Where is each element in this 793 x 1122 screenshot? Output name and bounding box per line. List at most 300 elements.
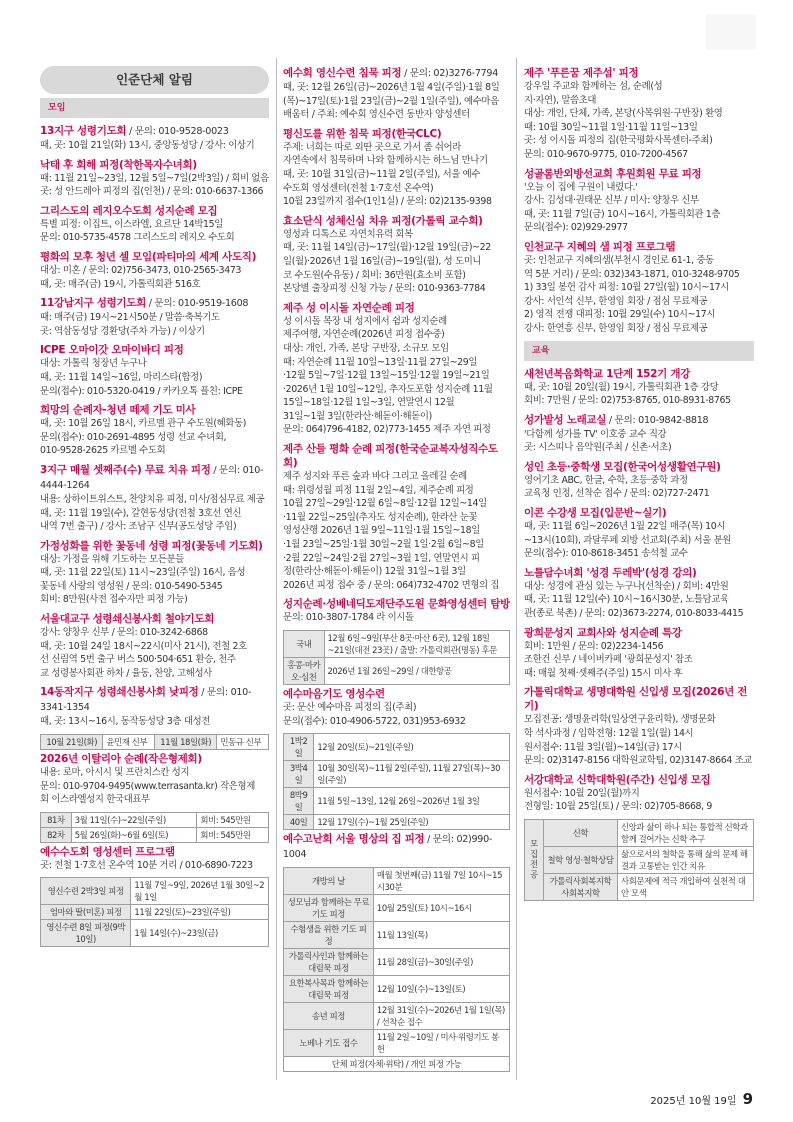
notice-item [283,214,510,296]
notice-title-text: 성인 초등·중학생 모집(한국어성생활연구원) [524,460,721,473]
notice-item [40,250,269,291]
notice-title [524,626,754,640]
table-cell: 신앙과 삶이 하나 되는 통합적 신학과 함께 걸어가는 신학 추구 [618,819,754,846]
table-row [525,873,754,900]
notice-line: 때, 곳: 11월 6일~2026년 1월 22일 매주(목) 10시 [524,521,726,533]
notice-title-text: 13지구 성령기도회 [40,125,127,137]
table-row [284,815,510,830]
table-row [41,905,269,920]
notice-line: 문의(접수): 010-4906-5722, 031)953-6932 [283,715,466,727]
notice-title-contact: / 문의: 02)990-1004 [283,834,493,861]
notice-line: 때, 곳: 11월 7일(금) 10시~16시, 가톨릭회관 1층 [524,208,721,220]
table-row [41,735,269,750]
table-cell: 신학 [544,819,618,846]
notice-line: 때, 곳: 10월 24일 18시~22시(미사 21시), 전철 2호 [40,640,247,652]
side-label: 모집전공 [525,819,544,900]
notice-line: 곳: 전철 1·7호선 온수역 10분 거리 / 010-6890-7223 [40,859,253,871]
notice-line: 곳: 성 안드레아 피정의 집(인천) / 문의: 010-6637-1366 [40,186,264,198]
notice-line: ·2026년 1월 10일~12일, 추자도포함 성지순례 11월 [283,383,493,395]
table-cell: 노베나 기도 접수 [284,1030,374,1057]
table-cell: 12월 31일(수)~2026년 1월 1일(목) / 선착순 접수 [373,1003,509,1030]
notice-item [524,413,754,455]
table-row [284,976,510,1003]
notice-title [524,506,754,520]
notice-line: 때, 곳: 11월 22일(토) 11시~23일(주일) 16시, 음성 [40,567,246,579]
notice-item [524,626,754,681]
table-row [284,761,510,788]
notice-title-text: 서강대학교 신학대학원(주간) 신입생 모집 [524,773,711,786]
notice-line: 곳: 시스띠나 음악원(주최 / 신촌·서초) [524,442,672,454]
table-cell: 가톨릭사회복지학 사회복지학 [544,873,618,900]
notice-line: 원서접수: 10월 20일(월)까지 [524,787,640,799]
notice-title-contact: / 문의: 010-3341-1354 [40,687,252,714]
notice-line: 정(한라산·해돋이·해돋이) 12월 31일~1월 3일 [283,566,466,578]
notice-item [524,685,754,767]
table-cell: 매월 첫번째(금) 11월 7일 10시~15시30분 [373,868,509,895]
notice-title-text: 제주 '푸른꿈 제주섬' 피정 [524,67,639,79]
table-cell: 11월 7일~9일, 2026년 1월 30일~2월 1일 [131,878,269,905]
notice-title [40,752,269,766]
table-cell: 엄마와 딸(미혼) 피정 [41,905,131,920]
notice-line: 제주여행, 자연순례(2026년 피정 접수중) [283,329,445,341]
info-table [40,734,269,750]
notice-title [283,214,510,228]
info-table [283,630,510,685]
notice-line: 역 5분 거리) / 문의: 032)343-1871, 010-3248-9705 [524,268,740,280]
column-left-body [40,124,269,947]
notice-title-text: 예수회 영신수련 침묵 피정 [283,67,402,79]
notice-title [524,167,754,181]
notice-line: 영어기초 ABC, 한글, 수학, 초등·중학 과정 [524,474,688,486]
notice-title [283,832,510,862]
table-cell: 영신수련 2박3일 피정 [41,878,131,905]
notice-item [40,403,269,458]
column-middle [283,58,510,1074]
notice-item [283,687,510,728]
table-cell: 가톨릭사인과 함께하는 대림묵 피정 [284,949,374,976]
table-cell: 12월 6일~9일(부산 8곳·마산 6곳), 12월 18일~21일(대전 23곳) / 출발: 가톨릭회관(명동) 후문 [324,631,510,658]
notice-title-text: 예수수도회 영성센터 프로그램 [40,845,175,858]
notice-item [40,343,269,398]
notice-title-text: 새천년복음화학교 1단계 152기 개강 [524,367,691,380]
table-cell: 3박4일 [284,761,314,788]
notice-title-text: 성지순례·성베네딕도재단주도원 문화영성센터 탐방 [283,598,510,611]
notice-item [524,506,754,561]
notice-line: 문의(접수): 02)929-2977 [524,222,628,234]
table-row [284,631,510,658]
notice-title [40,343,269,357]
notice-item [40,612,269,680]
notice-line: 배움터 / 주최: 예수회 영신수련 동반자 양성센터 [283,109,470,121]
notice-line: 선 신림역 5번 출구 버스 500·504·651 환승, 천주 [40,654,236,666]
notice-line: 곳: 성 이시돌 피정의 집(한국평화사목센터-주최) [524,135,713,147]
notice-line: 대상: 개인, 단체, 가족, 본당(사목위원·구반장) 환영 [524,108,723,120]
table-row [284,922,510,949]
notice-item [283,66,510,122]
notice-title-text: 효소단식 성체신심 치유 피정(가톨릭 교수회) [283,214,483,227]
notice-line: 때: 11월 21일~23일, 12월 5일~7일(2박3일) / 회비 없음 [40,172,269,184]
column-left [40,58,269,949]
table-cell: 11월 18일(화) [154,735,216,750]
notice-line: ·1월 23일~25일·1월 30일~2월 1일·2월 6일~8일 [283,539,484,551]
notice-title [524,773,754,787]
table-row [284,658,510,685]
notice-title [40,685,269,715]
info-table [283,733,510,830]
table-cell: 12월 20일(토)~21일(주일) [314,734,510,761]
table-cell: 5월 26일(화)~6월 6일(토) [71,827,197,842]
table-row [284,1057,510,1072]
table-cell: 1월 14일(수)~23일(금) [131,920,269,947]
notice-line: 강사: 김성대·권태문 신부 / 미사: 양창우 신부 [524,195,699,207]
notice-line: (목)~17일(토)·1월 23일(금)~2월 1일(주일), 예수마음 [283,95,499,107]
notice-title [283,687,510,701]
notice-line: 때, 곳: 10월 26일 18시, 카르멜 관구 수도원(혜화동) [40,418,247,430]
table-cell: 11월 5일~13일, 12월 26일~2026년 1월 3일 [314,788,510,815]
notice-line: ·2월 22일~24일·2월 27일~3월 1일, 연말연시 피 [283,552,480,564]
notice-line: 일(월)·2026년 1월 16일(금)~19일(월), 성 도미니 [283,255,482,267]
notice-line: 때, 곳: 매주(금) 19시, 가톨릭회관 516호 [40,278,201,290]
notice-line: 관(종로 북촌) / 문의: 02)3673-2274, 010-8033-4415 [524,608,744,620]
table-cell: 철학 영성·철학상담 [544,846,618,873]
notice-line: 때, 곳: 10월 31일(금)~11월 2일(주일), 서울 예수 [283,168,481,180]
notice-line: 강사: 양창우 신부 / 문의: 010-3242-6868 [40,627,208,639]
notice-title [524,66,754,80]
notice-title-contact: / 문의: 010-9528-0023 [126,126,229,137]
info-table [40,877,269,947]
table-row [525,846,754,873]
notice-line: 영성과 디톡스로 자연치유력 회복 [283,228,413,240]
notice-title-contact: / 문의: 010-4444-1264 [40,464,264,491]
notice-title [524,460,754,474]
notice-line: ·11월 22일~25일(추자도 성지순례), 한라산 눈꽃 [283,511,478,523]
notice-line: 자연속에서 침묵하며 나와 함께하시는 하느님 만나기 [283,155,488,167]
notice-line: 15일~18일·12월 1일~3일, 연말연시 12월 [283,397,455,409]
notice-title [524,685,754,713]
notice-title [40,296,269,311]
table-cell: 사회문제에 적극 개입하여 실천적 대안 모색 [618,873,754,900]
table-row [525,819,754,846]
notice-title-text: 그리스도의 레지오수도회 성지순례 모집 [40,204,218,217]
table-cell: 12월 10일(수)~13일(토) [373,976,509,1003]
table-row [284,1003,510,1030]
table-cell: 40일 [284,815,314,830]
notice-title-text: 평화의 모후 청년 셀 모임(파티마의 세계 사도직) [40,250,257,263]
notice-item [524,66,754,162]
notice-title-contact: / 문의: 010-9842-8818 [606,414,709,426]
notice-line: 원서접수: 11월 3일(월)~14일(금) 17시 [524,741,682,753]
table-row [284,868,510,895]
notice-title [524,566,754,580]
notice-line: 때, 곳: 11월 14일(금)~17일(월)·12월 19일(금)~22 [283,242,491,254]
table-cell: 81차 [41,812,72,827]
page-footer [650,1090,753,1108]
table-row [284,1030,510,1057]
notice-line: 대상: 미혼 / 문의: 02)756-3473, 010-2565-3473 [40,264,242,276]
table-cell: 윤민재 신부 [103,735,155,750]
notice-item [40,752,269,807]
column-middle-body [283,66,510,1072]
notice-line: 문의(접수): 010-5320-0419 / 카카오톡 플친: ICPE [40,385,243,397]
table-cell: 회비: 545만원 [197,812,269,827]
notice-item [40,158,269,199]
notice-line: 때: 10월 30일~11월 1일·11월 11일~13일 [524,121,698,133]
notice-item [40,845,269,873]
notice-title-contact: / 문의: 010-9519-1608 [145,298,249,310]
notice-title [40,158,269,172]
notice-item [524,460,754,501]
notice-title [524,367,754,381]
table-cell: 홍콩·마카오·심천 [284,658,325,685]
notice-line: 본당별 출장피정 신청 가능 / 문의: 010-9363-7784 [283,283,486,295]
notice-line: 문의(접수): 010-8618-3451 송석철 교수 [524,548,688,560]
table-cell: 회비: 545만원 [197,827,269,842]
notice-line: 강우일 주교와 함께하는 섬, 순례(성 [524,81,663,92]
notice-line: 강사: 서인석 신부, 한영임 회장 / 점심 무료제공 [524,295,708,307]
notice-title [524,240,754,254]
table-row [41,878,269,905]
issue-date: 2025년 10월 19일 [650,1096,737,1107]
notice-line: 때: 위령성월 피정 11월 2일~4일, 제주순례 피정 [283,484,474,496]
notice-line: 조한건 신부 / 네이버카페 '광희문성지' 참조 [524,654,693,666]
notice-item [40,685,269,729]
notice-title [283,597,510,611]
notice-line: 때, 곳: 11월 12일(수) 10시~16시30분, 노틀담교육 [524,594,729,606]
table-cell: 10월 30일(목)~11월 2일(주일), 11월 27일(목)~30일(주일) [314,761,510,788]
notice-line: 때, 곳: 11월 14일~16일, 마리스타(합정) [40,371,203,383]
notice-item [40,463,269,534]
table-cell: 요한복사목과 함께하는 대림묵 피정 [284,976,374,1003]
notice-line: 곳: 역삼동성당 경환당(주차 가능) / 이상기 [40,325,205,337]
notice-line: 회비: 1만원 / 문의: 02)2234-1456 [524,640,664,652]
notice-title [40,250,269,264]
notice-line: '오늘 이 집에 구원이 내렸다.' [524,181,638,193]
notice-title-text: 제주 성 이시돌 자연순례 피정 [283,301,415,314]
notice-title-text: 제주 산들 평화 순례 피정(한국순교복자성직수도회) [283,443,498,470]
band-moim: 모임 [40,98,269,118]
notice-line: 문의: 064)796-4182, 02)773-1455 제주 자연 피정 [283,424,491,436]
divider [276,58,277,1080]
notice-line: 영성산행 2026년 1월 9일~11일·1월 15일~18일 [283,525,480,537]
notice-item [40,296,269,338]
table-cell: 송년 피정 [284,1003,374,1030]
notice-line: 문의: 02)3147-8156 대학원교학팀, 02)3147-8664 조교 [524,755,752,767]
table-row [41,812,269,827]
section-title: 인준단체 알림 [40,66,269,94]
table-cell: 12월 17일(수)~1월 25일(주일) [314,815,510,830]
table-cell: 개방의 날 [284,868,374,895]
notice-line: 때: 매월 첫째·셋째주(주일) 15시 미사 후 [524,667,683,679]
notice-line: 대상: 가정을 위해 기도하는 모든분들 [40,553,184,565]
notice-line: 수도회 영성센터(전철 1·7호선 온수역) [283,182,434,194]
notice-item [524,367,754,408]
notice-line: 주제: 너희는 따로 외딴 곳으로 가서 좀 쉬어라 [283,141,461,153]
table-cell: 3월 11일(수)~22일(주일) [71,812,197,827]
table-cell: 11월 22일(토)~23일(주일) [131,905,269,920]
table-cell: 10월 25일(토) 10시~16시 [373,895,509,922]
notice-line: 곳: 문산 예수마음 피정의 집(주최) [283,702,417,713]
notice-title [283,66,510,81]
notice-title [40,463,269,493]
table-cell: 성모님과 함께하는 무료 기도 피정 [284,895,374,922]
notice-item [524,240,754,336]
table-cell: 국내 [284,631,325,658]
table-row [284,895,510,922]
table-cell: 8박9일 [284,788,314,815]
table-cell: 11월 2일~10일 / 미사·위령기도 봉헌 [373,1030,509,1057]
notice-line: 2026년 피정 접수 중 / 문의: 064)732-4702 면형의 집 [283,579,500,591]
notice-line: 문의(접수): 010-2691-4895 성령 선교 수녀회, [40,431,227,443]
table-cell: 1박2일 [284,734,314,761]
notice-line: 곳: 인천교구 지혜의샘(부천시 경인로 61-1, 중동 [524,254,714,266]
notice-title [40,403,269,417]
notice-item [40,124,269,153]
notice-title-text: 서울대교구 성령쇄신봉사회 철야기도회 [40,613,215,626]
info-table [283,867,510,1072]
notice-item [283,442,510,592]
notice-title-text: 가정성화를 위한 꽃동네 성령 피정(꽃동네 기도회) [40,539,263,552]
notice-title-text: ICPE 오마이갓 오마이바디 피정 [40,344,184,357]
notice-line: 성 이시돌 목장 내 성지에서 쉼과 성지순례 [283,315,447,327]
column-right [524,58,754,903]
notice-item [283,127,510,209]
table-row [41,920,269,947]
notice-item [524,773,754,814]
notice-line: 1) 33일 봉헌 감사 피정: 10월 27일(월) 10시~17시 [524,282,729,294]
corner-mark [706,14,756,50]
band-edu: 교육 [524,341,754,361]
column-right-body [524,66,754,901]
notice-line: 때, 곳: 11월 19일(수), 갈현동성당(전철 3호선 연신 [40,507,242,519]
notice-line: 회비: 8만원(사전 접수자만 피정 가능) [40,594,188,606]
notice-line: 문의: 010-9704-9495(www.terrasanta.kr) 작은형제 [40,780,255,792]
notice-title-text: 예수고난회 서울 명상의 집 피정 [283,833,425,846]
notice-line: 내용: 상하이트위스트, 찬양치유 피정, 미사/점심무료 제공 [40,493,265,505]
notice-title-text: 2026년 이탈리아 순례(작은형제회) [40,753,202,766]
notice-item [524,167,754,235]
divider [516,58,517,1080]
notice-line: 때, 곳: 10월 21일(화) 13시, 중앙동성당 / 강사: 이상기 [40,140,255,151]
notice-line: 코 수도원(수유동) / 회비: 36만원(효소비 포함) [283,269,466,281]
table-cell: 10월 21일(화) [41,735,103,750]
notice-title-text: 노틀담수녀회 '성경 두레박'(성경 강의) [524,566,697,579]
notice-line: 꽃동네 사랑의 영성원 / 문의: 010-5490-5345 [40,580,223,592]
notice-line: 특별 피정: 이집트, 이스라엘, 요르단 14박15일 [40,218,223,230]
notice-line: 대상: 성경에 관심 있는 누구나(선착순) / 회비: 4만원 [524,580,729,592]
table-cell: 82차 [41,827,72,842]
notice-title-text: 광희문성지 교회사와 성지순례 특강 [524,626,682,639]
notice-item [524,566,754,621]
notice-title-text: 이콘 수강생 모집(입문반~실기) [524,507,667,520]
info-table [524,819,754,901]
notice-title [40,124,269,139]
table-row [41,827,269,842]
notice-line: 때: 매주(금) 19시~21시50분 / 말씀·축복기도 [40,312,220,324]
notice-title [40,612,269,626]
table-cell: 영신수련 8일 피정(9박10일) [41,920,131,947]
notice-item [40,539,269,607]
notice-title-text: 희망의 순례자-청년 떼제 기도 미사 [40,404,196,417]
notice-line: 강사: 한연흥 신부, 한영임 회장 / 점심 무료제공 [524,322,708,334]
table-cell: 민동규 신부 [217,735,269,750]
notice-title-text: 평신도를 위한 침묵 피정(한국CLC) [283,127,442,140]
notice-line: 2) 영적 전쟁 대피정: 10월 29일(수) 10시~17시 [524,309,716,321]
notice-line: 31일~1월 3일(한라산·해돋이·해돋이) [283,410,432,422]
notice-item [283,832,510,862]
notice-line: 10월 27일~29일·12월 6일~8일·12월 12일~14일 [283,498,487,510]
notice-title-text: 11강남지구 성령기도회 [40,297,146,310]
notice-line: 문의: 010-5735-4578 그리스도의 레지오 수도회 [40,232,235,244]
notice-item [283,301,510,437]
table-cell: 수험생을 위한 기도 피정 [284,922,374,949]
notice-line: 모집전공: 생명윤리학(일상연구윤리학), 생명문화 [524,714,716,726]
notice-line: 교 성령봉사회관 하차 / 율동, 찬양, 고해성사 [40,667,212,679]
notice-line: 때, 곳: 13시~16시, 동작동성당 3층 대성전 [40,716,210,728]
notice-title-text: 성가발성 노래교실 [524,413,607,426]
notice-title-text: 인천교구 지혜의 샘 피정 프로그램 [524,240,676,253]
table-row [284,734,510,761]
notice-line: 문의: 010-3807-1784 라 이시돌 [283,612,414,624]
notice-title-text: 예수마음기도 영성수련 [283,688,385,700]
notice-line: 전형일: 10월 25일(토) / 문의: 02)705-8668, 9 [524,801,713,813]
notice-line: '다함께 성가를 TV' 이호중 교수 직강 [524,428,667,440]
notice-title-contact: / 문의: 02)3276-7794 [401,68,499,79]
notice-line: 010-9528-2625 카르멜 수도회 [40,445,166,457]
notice-title [524,413,754,428]
page-number: 9 [742,1090,753,1108]
notice-title [283,301,510,315]
notice-item [283,597,510,625]
notice-title-text: 14동작지구 성령쇄신봉사회 낮피정 [40,686,199,699]
notice-line: 대상: 개인, 가족, 본당 구반장, 소규모 모임 [283,342,449,354]
notice-item [40,204,269,245]
notice-line: 내역 7번 출구) / 강사: 조남구 신부(공도성당 주임) [40,521,237,533]
notice-line: 내용: 로마, 아시시 및 프란치스칸 성지 [40,767,190,779]
notice-line: 제주 성지와 푸른 숲과 바다 그리고 올레길 순례 [283,471,467,483]
notice-line: 지·자연), 말씀초대 [524,94,597,106]
table-cell: 단체 피정(자체·위탁) / 개인 피정 가능 [284,1057,510,1072]
table-cell: 11월 13일(목) [373,922,509,949]
notice-line: 때, 곳: 12월 26일(금)~2026년 1월 4일(주일)·1월 8일 [283,82,500,93]
notice-line: ~13시(10회), 과달루페 외방 선교회(주최) 서울 분원 [524,534,731,546]
notice-line: 문의: 010-9670-9775, 010-7200-4567 [524,148,688,160]
notice-title [40,845,269,859]
table-row [284,949,510,976]
notice-title-text: 가톨릭대학교 생명대학원 신입생 모집(2026년 전기) [524,686,748,713]
notice-line: 대상: 가톨릭 청장년 누구나 [40,358,147,370]
notice-title [283,127,510,141]
table-row [284,788,510,815]
notice-title [283,442,510,470]
notice-line: 회비: 7만원 / 문의: 02)753-8765, 010-8931-8765 [524,395,731,407]
notice-line: 10월 23일까지 접수(1인1실) / 문의: 02)2135-9398 [283,196,492,208]
info-table [40,812,269,843]
notice-line: 교육청 인정, 선착순 접수 / 문의: 02)727-2471 [524,488,710,500]
notice-title [40,539,269,553]
notice-title-text: 낙태 후 회해 피정(착한목자수녀회) [40,158,197,171]
notice-line: 때, 곳: 10월 20일(월) 19시, 가톨릭회관 1층 강당 [524,381,719,393]
notice-title-text: 3지구 매월 셋째주(수) 무료 치유 피정 [40,463,211,476]
notice-title [40,204,269,218]
table-cell: 삶으로서의 철학을 통해 삶의 문제 해결과 고통받는 인간 치유 [618,846,754,873]
notice-title-text: 성골롬반외방선교회 후원회원 무료 피정 [524,167,702,180]
table-cell: 2026년 1월 26일~29일 / 대한항공 [324,658,510,685]
notice-line: 때: 자연순례 11월 10일~13일·11월 27일~29일 [283,356,478,368]
notice-line: 회 이스라엘성지 한국대표부 [40,794,150,806]
table-cell: 11월 28일(금)~30일(주일) [373,949,509,976]
notice-line: 학 석사과정 / 입학전형: 12월 1일(월) 14시 [524,728,694,739]
notice-line: ·12월 5일~7일·12월 13일~15일·12월 19일~21일 [283,370,490,382]
